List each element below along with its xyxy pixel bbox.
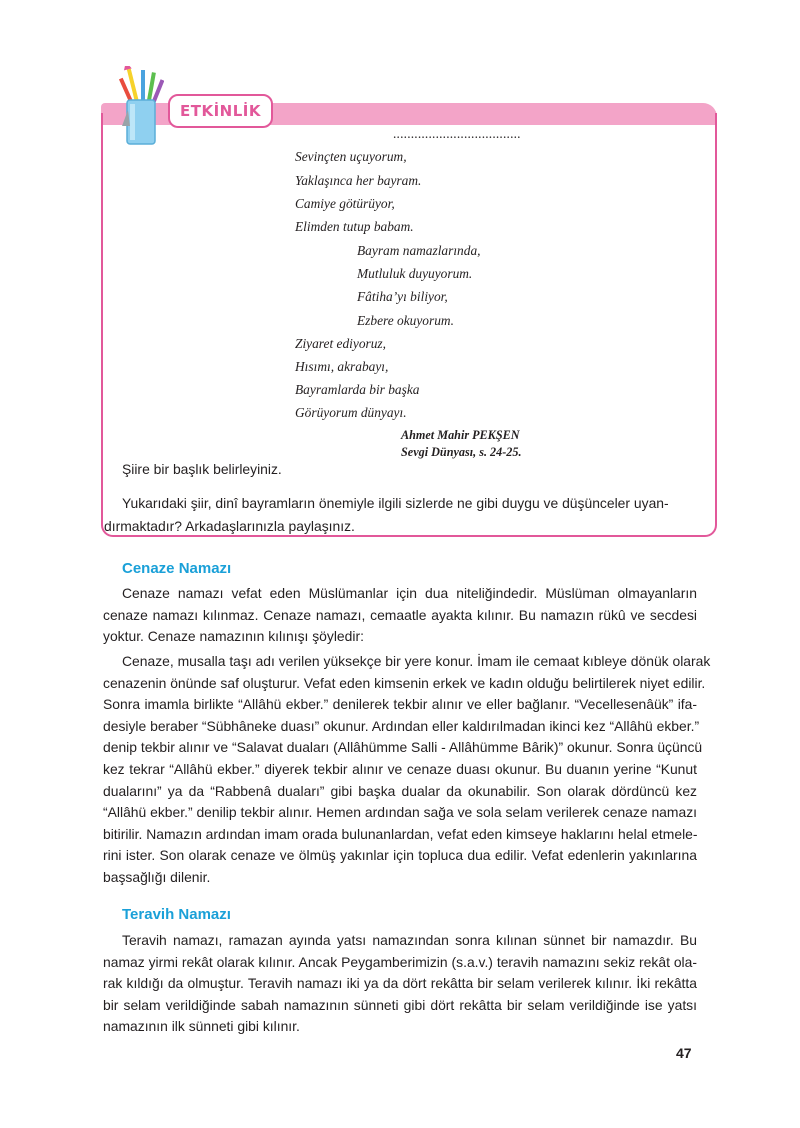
poem-author: Ahmet Mahir PEKŞEN (401, 428, 520, 442)
text-line: bitirilir. Namazın ardından imam orada bulunanlardan, vefat eden kimseye haklarını helal etmele- (103, 825, 698, 842)
section-title-teravih: Teravih Namazı (122, 906, 231, 923)
text-line: “Allâhü ekber.” denilip tekbir alınır. Hemen ardından sağa ve sola selam verilerek cenaze namazı (103, 804, 697, 821)
poem-line: Fâtiha’yı biliyor, (357, 289, 448, 304)
text-line: rak kıldığı da olmuştur. Teravih namazı iki ya da dört rekâtta bir selam verilerek kılınır. İki rekâtta (103, 975, 697, 992)
text-line: desiyle beraber “Sübhâneke duası” okunur. Ardından eller kaldırılmadan ikinci kez “Allâhü ekber.” (103, 717, 700, 734)
text-line: dualarını” ya da “Rabbenâ duaları” gibi başka dualar da okunabilir. Son olarak dördüncü kez (103, 782, 697, 799)
poem-line: Görüyorum dünyayı. (295, 405, 407, 420)
poem-line: Bayram namazlarında, (357, 243, 481, 258)
poem-line: Hısımı, akrabayı, (295, 359, 389, 374)
text-line: namaz yirmi rekât olarak kılınır. Ancak Peygamberimizin (s.a.v.) teravih namazını sekiz rekât ola- (103, 953, 697, 970)
text-line: Cenaze namazı vefat eden Müslümanlar için dua niteliğindedir. Müslüman olmayanların (122, 585, 697, 601)
activity-label: ETKİNLİK (180, 102, 261, 120)
activity-task-question-cont: dırmaktadır? Arkadaşlarınızla paylaşınız. (104, 518, 355, 534)
activity-task-title: Şiire bir başlık belirleyiniz. (122, 461, 282, 477)
text-line: denip tekbir alınır ve “Salavat duaları (Allâhümme Salli - Allâhümme Bârik)” okunur. Sonra üçüncü (103, 739, 703, 756)
poem-line: Bayramlarda bir başka (295, 382, 420, 397)
text-line: cenazenin önünde saf oluşturur. Vefat eden kimsenin erkek ve kadın olduğu belirtilerek niyet edilir. (103, 674, 706, 691)
poem-line: Yaklaşınca her bayram. (295, 173, 422, 188)
paragraph-teravih (103, 930, 697, 1038)
text-line: rini ister. Son olarak cenaze ve ölmüş yakınlar için topluca dua edilir. Vefat edenlerin yakınlarına (103, 847, 697, 864)
text-line: Cenaze, musalla taşı adı verilen yüksekçe bir yere konur. İmam ile cemaat kıbleye dönük olarak (122, 653, 711, 669)
text-line: cenaze namazı kılınmaz. Cenaze namazı, cemaatle ayakta kılınır. Bu namazın rükû ve secdesi (103, 606, 697, 623)
poem-line: Ezbere okuyorum. (357, 313, 454, 328)
poem-source: Sevgi Dünyası, s. 24-25. (401, 445, 522, 459)
poem-line: Elimden tutup babam. (295, 219, 414, 234)
text-line: yoktur. Cenaze namazının kılınışı şöyledir: (103, 628, 364, 645)
poem-line: Camiye götürüyor, (295, 196, 395, 211)
page-number: 47 (676, 1045, 692, 1061)
poem-line: Mutluluk duyuyorum. (357, 266, 473, 281)
section-title-cenaze: Cenaze Namazı (122, 560, 232, 577)
poem-title-placeholder: .................................... (393, 126, 521, 141)
text-line: namazının ilk sünneti gibi kılınır. (103, 1018, 300, 1035)
text-line: başsağlığı dilenir. (103, 868, 211, 885)
text-line: kez tekrar “Allâhü ekber.” diyerek tekbir alınır ve cenaze duası okunur. Bu duanın yerine “Kunut (103, 760, 697, 777)
paragraph-cenaze-intro (103, 583, 697, 648)
activity-label-tab (168, 94, 273, 128)
text-line: Teravih namazı, ramazan ayında yatsı namazından sonra kılınan sünnet bir namazdır. Bu (122, 932, 697, 948)
poem-line: Ziyaret ediyoruz, (295, 336, 386, 351)
poem-line: Sevinçten uçuyorum, (295, 149, 407, 164)
activity-task-question: Yukarıdaki şiir, dinî bayramların önemiyle ilgili sizlerde ne gibi duygu ve düşünceler uyan- (122, 495, 669, 511)
text-line: Sonra imamla birlikte “Allâhü ekber.” denilerek tekbir alınır ve eller bağlanır. “Vecellesenâük” ifa- (103, 696, 697, 713)
pencil-cup-icon (118, 66, 164, 150)
paragraph-cenaze-steps (103, 651, 711, 889)
text-line: bir selam verildiğinde sabah namazının sünneti gibi dört rekâtta bir selam verildiğinde ise yatsı (103, 996, 697, 1013)
